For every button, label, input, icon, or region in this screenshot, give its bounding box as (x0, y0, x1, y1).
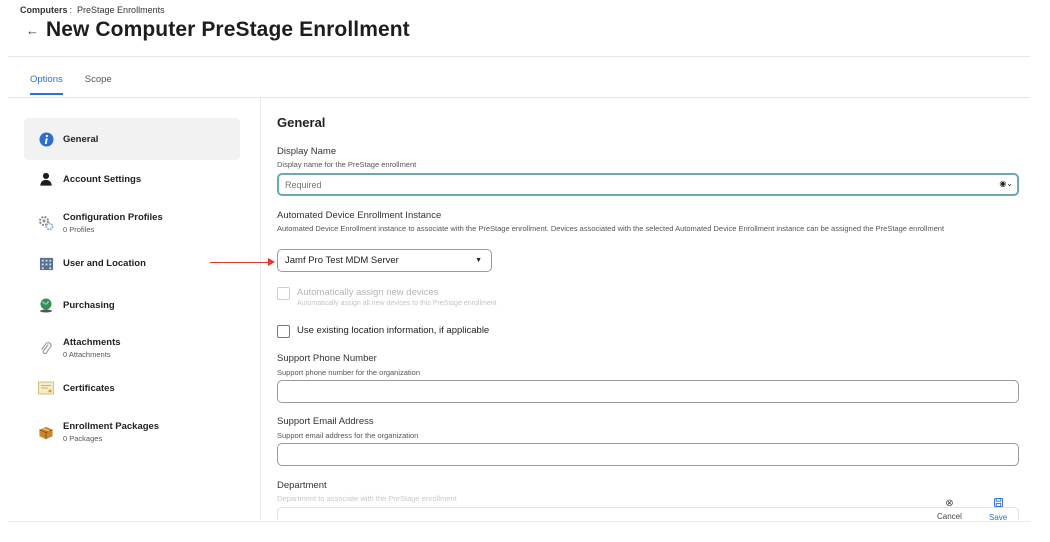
department-help: Department to associate with the PreStage enrollment (277, 494, 457, 503)
auto-assign-checkbox (277, 287, 290, 300)
display-name-wrapper (277, 173, 1019, 196)
cancel-icon: ⊗ (945, 498, 954, 509)
section-title: General (277, 115, 326, 130)
save-icon (994, 498, 1003, 510)
sidebar-item-label: Configuration Profiles (63, 212, 163, 223)
tabs-divider (8, 97, 1030, 98)
cancel-label: Cancel (937, 512, 962, 521)
dropdown-caret-icon: ▼ (475, 257, 482, 264)
sidebar-item-label: General (63, 133, 99, 145)
bottom-divider (8, 521, 1030, 522)
sidebar-item-enrollment-packages[interactable] (24, 411, 240, 453)
department-label: Department (277, 480, 327, 491)
sidebar-item-count: 0 Packages (63, 434, 103, 443)
annotation-arrow-head (268, 258, 275, 266)
sidebar-item-general[interactable] (24, 118, 240, 160)
use-location-label[interactable]: Use existing location information, if applicable (297, 325, 490, 336)
ade-instance-select[interactable] (277, 249, 492, 272)
use-location-row (277, 325, 489, 338)
auto-assign-help: Automatically assign all new devices to this PreStage enrollment (297, 300, 497, 307)
building-icon (38, 255, 54, 271)
globe-icon (38, 297, 54, 313)
title-row (26, 18, 410, 42)
breadcrumb-current: PreStage Enrollments (77, 5, 165, 15)
certificate-icon (38, 380, 54, 396)
sidebar-divider (260, 98, 261, 528)
breadcrumb-separator: : (69, 5, 73, 15)
save-label: Save (989, 513, 1008, 522)
display-name-input[interactable] (277, 173, 1019, 196)
sidebar-item-purchasing[interactable] (24, 284, 240, 326)
gears-icon (38, 215, 54, 231)
sidebar-item-count: 0 Attachments (63, 350, 111, 359)
sidebar-item-label: Attachments (63, 337, 121, 348)
tab-options[interactable]: Options (30, 74, 63, 95)
ade-instance-selected: Jamf Pro Test MDM Server (285, 255, 399, 266)
support-email-label: Support Email Address (277, 416, 374, 427)
sidebar-item-account-settings[interactable] (24, 158, 240, 200)
tab-scope[interactable]: Scope (84, 74, 112, 85)
breadcrumb-root[interactable]: Computers (20, 5, 68, 15)
annotation-arrow-line (210, 262, 270, 263)
save-button[interactable] (989, 498, 1007, 522)
support-email-input[interactable] (277, 443, 1019, 466)
sidebar-item-label: Enrollment Packages (63, 421, 160, 432)
display-name-help: Display name for the PreStage enrollment (277, 160, 417, 169)
sidebar-item-label: User and Location (63, 257, 146, 269)
tab-bar (30, 74, 112, 95)
page-title: New Computer PreStage Enrollment (46, 18, 410, 41)
sidebar-item-attachments[interactable] (24, 327, 240, 369)
bottom-fade (0, 520, 1050, 542)
cancel-button[interactable] (937, 498, 962, 521)
password-manager-icon[interactable]: ◉⌄ (999, 179, 1013, 188)
package-icon (38, 424, 54, 440)
back-arrow-icon[interactable]: ← (26, 22, 39, 38)
use-location-checkbox[interactable] (277, 325, 290, 338)
support-phone-label: Support Phone Number (277, 353, 377, 364)
ade-instance-label: Automated Device Enrollment Instance (277, 210, 442, 221)
support-phone-input[interactable] (277, 380, 1019, 403)
header-divider (8, 56, 1030, 57)
breadcrumb (20, 5, 165, 15)
sidebar-item-label: Account Settings (63, 173, 142, 185)
sidebar-item-configuration-profiles[interactable] (24, 202, 240, 244)
sidebar-item-user-and-location[interactable] (24, 242, 240, 284)
sidebar-item-certificates[interactable] (24, 367, 240, 409)
sidebar-item-count: 0 Profiles (63, 225, 95, 234)
info-icon (38, 131, 54, 147)
ade-instance-help: Automated Device Enrollment instance to associate with the PreStage enrollment. Devices associated with the selected Automated Device Enrollment instance can be assigned the PreStage enrollment (277, 224, 945, 233)
support-phone-help: Support phone number for the organization (277, 368, 421, 377)
auto-assign-row (277, 287, 497, 307)
paperclip-icon (38, 340, 54, 356)
sidebar-item-label: Certificates (63, 382, 115, 394)
display-name-label: Display Name (277, 146, 337, 157)
sidebar-item-label: Purchasing (63, 299, 115, 311)
user-icon (38, 171, 54, 187)
support-email-help: Support email address for the organization (277, 431, 419, 440)
auto-assign-label: Automatically assign new devices (297, 287, 439, 298)
